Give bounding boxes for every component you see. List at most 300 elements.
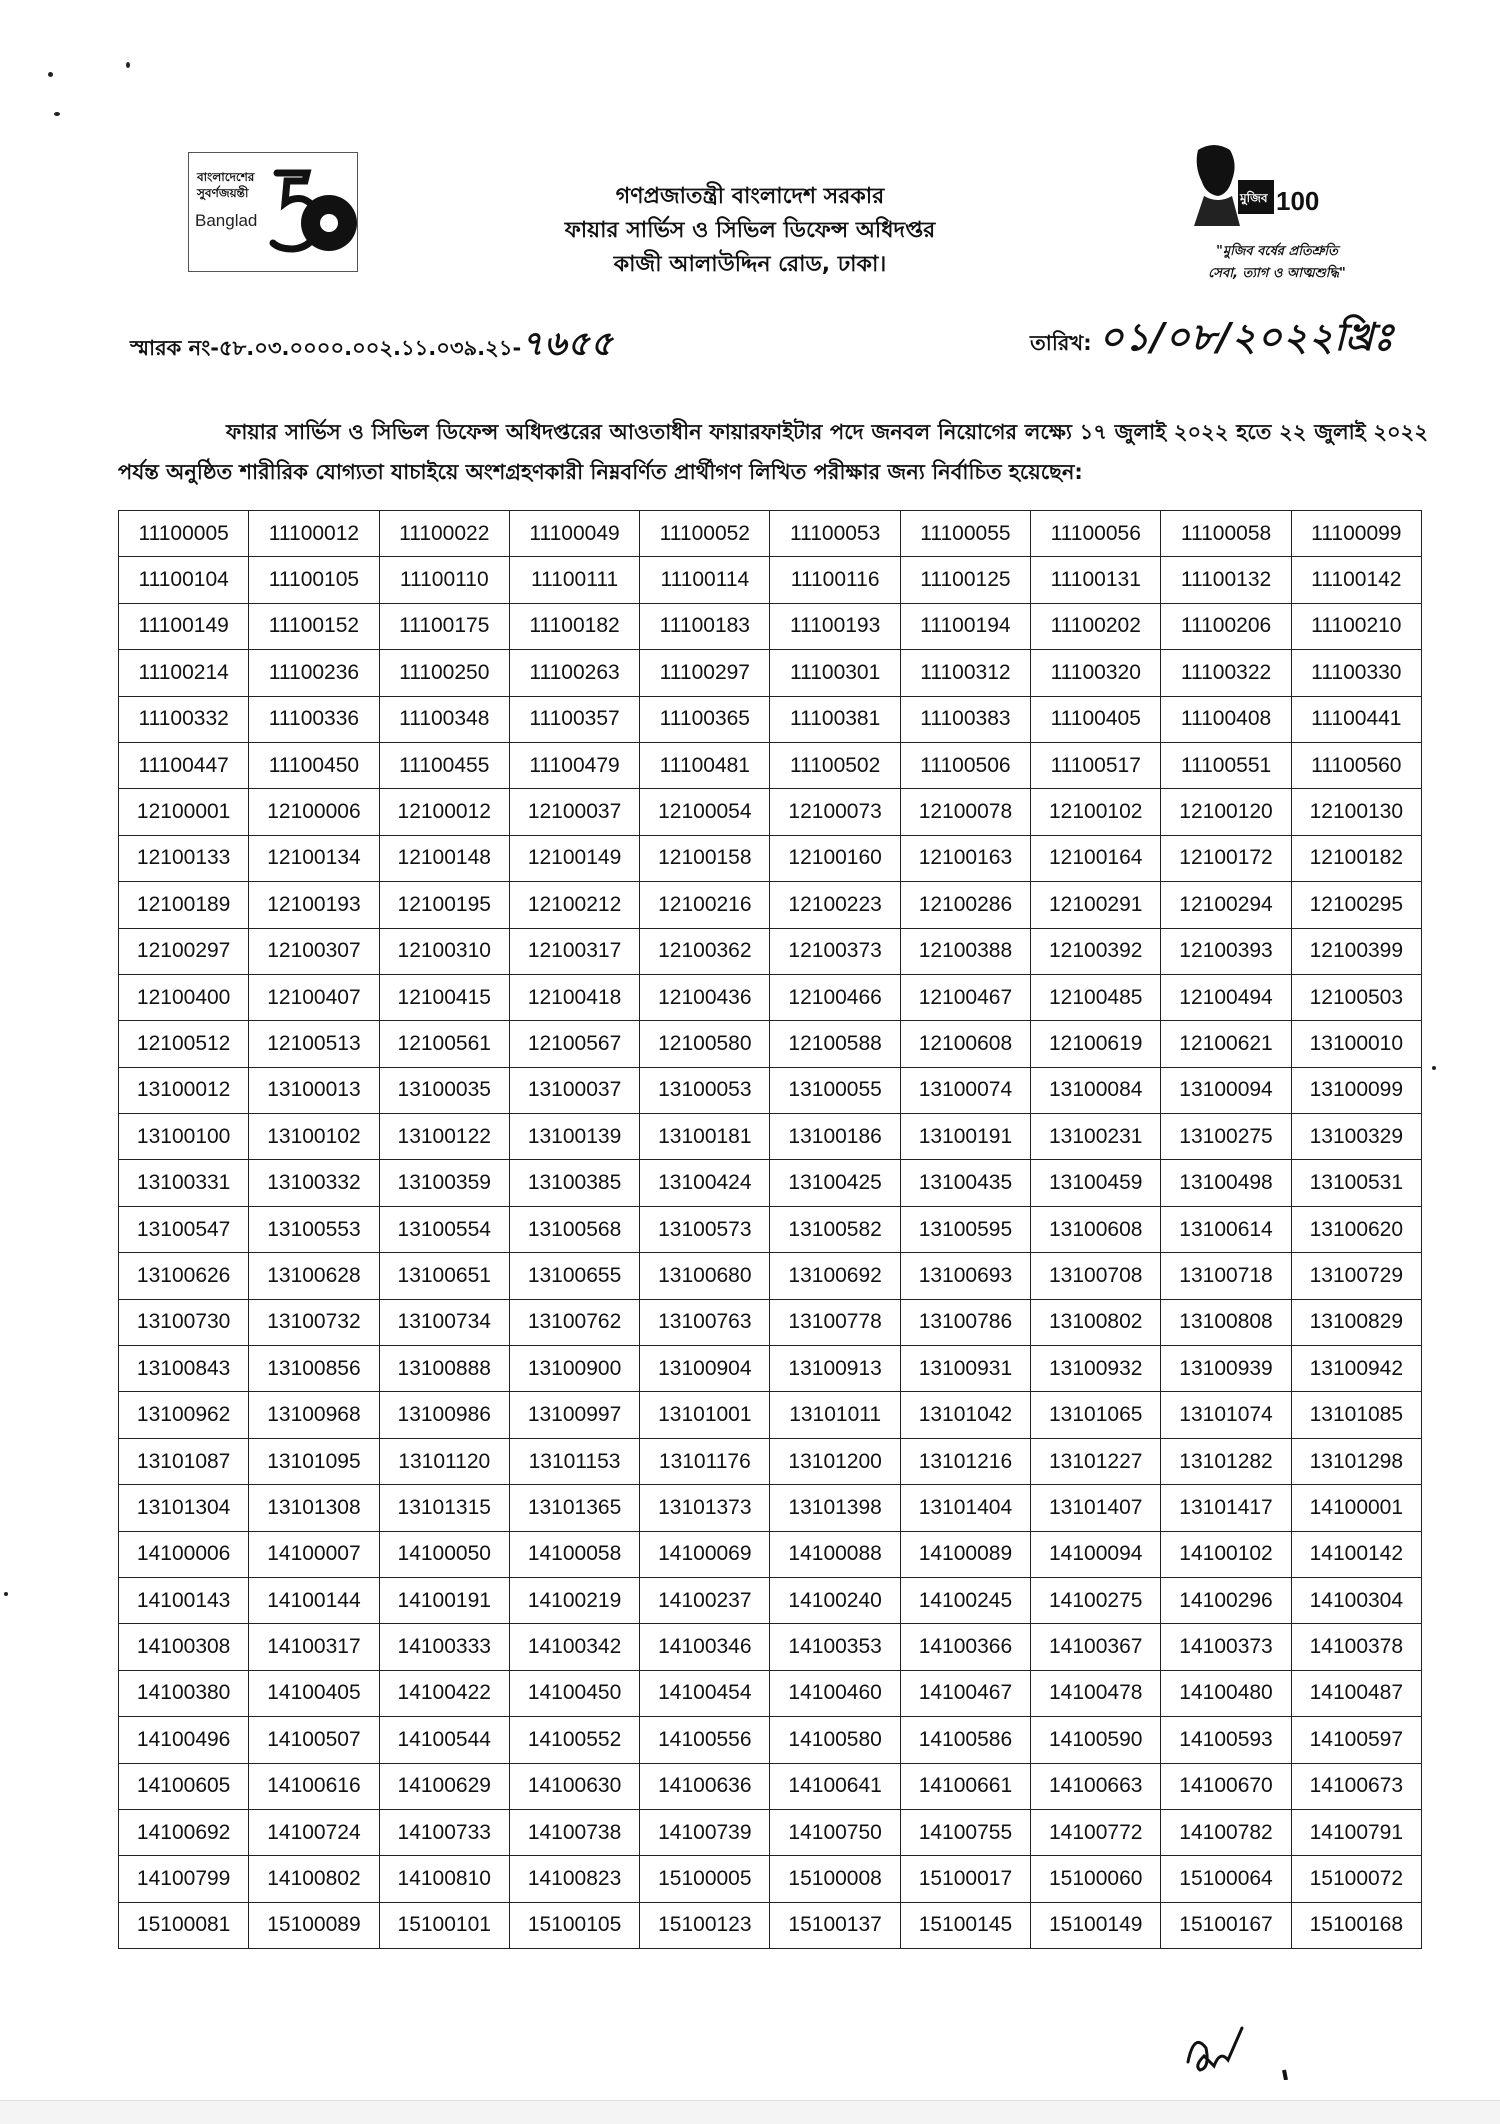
table-row xyxy=(119,742,1422,788)
roll-number-cell: 12100182 xyxy=(1291,835,1421,881)
roll-number-cell: 11100194 xyxy=(900,603,1030,649)
roll-number-cell: 14100366 xyxy=(900,1624,1030,1670)
table-row xyxy=(119,557,1422,603)
roll-number-cell: 13100094 xyxy=(1161,1067,1291,1113)
table-row xyxy=(119,603,1422,649)
roll-number-cell: 12100436 xyxy=(640,974,770,1020)
roll-number-cell: 12100164 xyxy=(1031,835,1161,881)
table-row xyxy=(119,1253,1422,1299)
roll-number-cell: 11100312 xyxy=(900,650,1030,696)
office-header xyxy=(500,180,1000,282)
roll-number-cell: 12100418 xyxy=(509,974,639,1020)
roll-number-cell: 15100145 xyxy=(900,1902,1030,1948)
roll-number-cell: 13100275 xyxy=(1161,1114,1291,1160)
table-row xyxy=(119,1763,1422,1809)
roll-number-cell: 14100593 xyxy=(1161,1717,1291,1763)
roll-number-cell: 13100628 xyxy=(249,1253,379,1299)
roll-number-cell: 11100183 xyxy=(640,603,770,649)
roll-number-cell: 12100223 xyxy=(770,882,900,928)
roll-number-cell: 15100008 xyxy=(770,1856,900,1902)
roll-number-cell: 15100060 xyxy=(1031,1856,1161,1902)
mujib-borsho-logo xyxy=(1180,140,1360,290)
roll-number-cell: 13100730 xyxy=(119,1299,249,1345)
roll-number-cell: 14100219 xyxy=(509,1577,639,1623)
roll-number-cell: 12100212 xyxy=(509,882,639,928)
fifty-emblem-icon xyxy=(267,159,357,267)
roll-number-cell: 12100400 xyxy=(119,974,249,1020)
roll-number-cell: 12100148 xyxy=(379,835,509,881)
table-row xyxy=(119,1809,1422,1855)
roll-number-cell: 13100888 xyxy=(379,1346,509,1392)
roll-number-cell: 14100670 xyxy=(1161,1763,1291,1809)
slogan-line1: "মুজিব বর্ষের প্রতিশ্রুতি xyxy=(1216,244,1338,259)
roll-number-cell: 13101216 xyxy=(900,1438,1030,1484)
roll-number-cell: 11100022 xyxy=(379,511,509,557)
roll-number-cell: 13100122 xyxy=(379,1114,509,1160)
date-label: তারিখ: xyxy=(1030,331,1092,355)
roll-number-cell: 11100551 xyxy=(1161,742,1291,788)
roll-number-cell: 12100580 xyxy=(640,1021,770,1067)
roll-number-cell: 11100131 xyxy=(1031,557,1161,603)
roll-number-cell: 14100580 xyxy=(770,1717,900,1763)
roll-number-cell: 11100214 xyxy=(119,650,249,696)
roll-number-cell: 14100755 xyxy=(900,1809,1030,1855)
roll-number-cell: 13100013 xyxy=(249,1067,379,1113)
roll-number-cell: 13100424 xyxy=(640,1160,770,1206)
table-row xyxy=(119,1067,1422,1113)
table-row xyxy=(119,1485,1422,1531)
roll-number-cell: 12100001 xyxy=(119,789,249,835)
roll-number-cell: 13100680 xyxy=(640,1253,770,1299)
roll-number-cell: 14100496 xyxy=(119,1717,249,1763)
roll-number-cell: 14100296 xyxy=(1161,1577,1291,1623)
roll-number-cell: 13101087 xyxy=(119,1438,249,1484)
roll-number-cell: 12100102 xyxy=(1031,789,1161,835)
roll-number-cell: 14100597 xyxy=(1291,1717,1421,1763)
roll-number-cell: 13100829 xyxy=(1291,1299,1421,1345)
roll-number-cell: 13100191 xyxy=(900,1114,1030,1160)
roll-number-cell: 14100094 xyxy=(1031,1531,1161,1577)
header-department: ফায়ার সার্ভিস ও সিভিল ডিফেন্স অধিদপ্তর xyxy=(564,218,936,243)
roll-number-cell: 15100081 xyxy=(119,1902,249,1948)
mujib-portrait-icon xyxy=(1180,140,1360,240)
roll-number-cell: 12100130 xyxy=(1291,789,1421,835)
roll-number-cell: 12100513 xyxy=(249,1021,379,1067)
roll-number-cell: 14100590 xyxy=(1031,1717,1161,1763)
roll-number-cell: 13100856 xyxy=(249,1346,379,1392)
roll-number-cell: 11100506 xyxy=(900,742,1030,788)
roll-number-cell: 12100466 xyxy=(770,974,900,1020)
roll-number-cell: 14100089 xyxy=(900,1531,1030,1577)
roll-number-cell: 15100105 xyxy=(509,1902,639,1948)
roll-number-cell: 14100001 xyxy=(1291,1485,1421,1531)
roll-number-cell: 11100348 xyxy=(379,696,509,742)
roll-number-cell: 13101095 xyxy=(249,1438,379,1484)
page-bottom-edge xyxy=(0,2100,1500,2124)
roll-number-cell: 11100182 xyxy=(509,603,639,649)
roll-number-cell: 11100012 xyxy=(249,511,379,557)
roll-number-cell: 13101227 xyxy=(1031,1438,1161,1484)
table-row xyxy=(119,1021,1422,1067)
roll-number-cell: 11100049 xyxy=(509,511,639,557)
roll-number-cell: 14100636 xyxy=(640,1763,770,1809)
roll-number-cell: 14100275 xyxy=(1031,1577,1161,1623)
roll-number-cell: 13100359 xyxy=(379,1160,509,1206)
roll-number-cell: 13101404 xyxy=(900,1485,1030,1531)
roll-number-cell: 14100810 xyxy=(379,1856,509,1902)
roll-number-cell: 13101011 xyxy=(770,1392,900,1438)
roll-number-cell: 11100099 xyxy=(1291,511,1421,557)
roll-number-cell: 12100163 xyxy=(900,835,1030,881)
roll-number-cell: 12100189 xyxy=(119,882,249,928)
roll-number-cell: 13100553 xyxy=(249,1206,379,1252)
roll-number-cell: 12100054 xyxy=(640,789,770,835)
roll-number-cell: 11100517 xyxy=(1031,742,1161,788)
roll-number-cell: 12100567 xyxy=(509,1021,639,1067)
roll-number-cell: 11100560 xyxy=(1291,742,1421,788)
roll-number-cell: 14100450 xyxy=(509,1670,639,1716)
roll-number-cell: 13101417 xyxy=(1161,1485,1291,1531)
roll-number-cell: 12100120 xyxy=(1161,789,1291,835)
table-row xyxy=(119,1299,1422,1345)
roll-number-cell: 11100479 xyxy=(509,742,639,788)
roll-number-cell: 14100641 xyxy=(770,1763,900,1809)
roll-number-cell: 13101153 xyxy=(509,1438,639,1484)
golden-jubilee-logo xyxy=(188,152,358,272)
table-row xyxy=(119,789,1422,835)
roll-number-cell: 11100005 xyxy=(119,511,249,557)
roll-number-cell: 14100629 xyxy=(379,1763,509,1809)
roll-number-cell: 11100365 xyxy=(640,696,770,742)
roll-number-cell: 11100330 xyxy=(1291,650,1421,696)
roll-number-cell: 12100291 xyxy=(1031,882,1161,928)
roll-number-cell: 11100301 xyxy=(770,650,900,696)
roll-number-cell: 14100069 xyxy=(640,1531,770,1577)
roll-number-cell: 14100346 xyxy=(640,1624,770,1670)
roll-number-cell: 11100175 xyxy=(379,603,509,649)
roll-number-cell: 13101373 xyxy=(640,1485,770,1531)
roll-number-cell: 11100322 xyxy=(1161,650,1291,696)
table-row xyxy=(119,1531,1422,1577)
roll-number-cell: 13101065 xyxy=(1031,1392,1161,1438)
roll-number-cell: 14100245 xyxy=(900,1577,1030,1623)
roll-number-cell: 14100304 xyxy=(1291,1577,1421,1623)
roll-number-cell: 12100588 xyxy=(770,1021,900,1067)
roll-number-cell: 14100088 xyxy=(770,1531,900,1577)
roll-number-cell: 14100353 xyxy=(770,1624,900,1670)
roll-number-cell: 12100362 xyxy=(640,928,770,974)
roll-number-cell: 13100808 xyxy=(1161,1299,1291,1345)
roll-number-cell: 14100480 xyxy=(1161,1670,1291,1716)
roll-number-cell: 13100655 xyxy=(509,1253,639,1299)
roll-number-cell: 12100195 xyxy=(379,882,509,928)
roll-number-cell: 13101398 xyxy=(770,1485,900,1531)
roll-number-cell: 13100186 xyxy=(770,1114,900,1160)
roll-number-cell: 11100263 xyxy=(509,650,639,696)
roll-number-cell: 15100123 xyxy=(640,1902,770,1948)
roll-number-cell: 14100467 xyxy=(900,1670,1030,1716)
roll-number-cell: 13100547 xyxy=(119,1206,249,1252)
logo-right-number: 100 xyxy=(1276,186,1320,216)
roll-number-cell: 13100762 xyxy=(509,1299,639,1345)
roll-number-cell: 11100481 xyxy=(640,742,770,788)
roll-number-cell: 11100320 xyxy=(1031,650,1161,696)
table-row xyxy=(119,696,1422,742)
roll-number-cell: 14100791 xyxy=(1291,1809,1421,1855)
roll-number-cell: 14100556 xyxy=(640,1717,770,1763)
roll-number-cell: 13100997 xyxy=(509,1392,639,1438)
roll-number-cell: 12100307 xyxy=(249,928,379,974)
logo-left-word: Banglad xyxy=(195,211,258,230)
table-row xyxy=(119,1670,1422,1716)
roll-number-cell: 14100378 xyxy=(1291,1624,1421,1670)
roll-number-cell: 14100317 xyxy=(249,1624,379,1670)
roll-number-cell: 11100210 xyxy=(1291,603,1421,649)
roll-number-cell: 14100333 xyxy=(379,1624,509,1670)
roll-number-cell: 13100986 xyxy=(379,1392,509,1438)
roll-number-cell: 14100772 xyxy=(1031,1809,1161,1855)
roll-number-cell: 11100142 xyxy=(1291,557,1421,603)
table-row xyxy=(119,1392,1422,1438)
table-row xyxy=(119,650,1422,696)
roll-number-cell: 13100620 xyxy=(1291,1206,1421,1252)
roll-number-cell: 12100399 xyxy=(1291,928,1421,974)
roll-number-cell: 13100100 xyxy=(119,1114,249,1160)
roll-number-cell: 14100422 xyxy=(379,1670,509,1716)
roll-number-cell: 12100373 xyxy=(770,928,900,974)
roll-number-cell: 11100206 xyxy=(1161,603,1291,649)
roll-number-cell: 12100608 xyxy=(900,1021,1030,1067)
roll-number-cell: 13100498 xyxy=(1161,1160,1291,1206)
roll-number-cell: 12100485 xyxy=(1031,974,1161,1020)
roll-number-cell: 13100053 xyxy=(640,1067,770,1113)
roll-number-cell: 11100149 xyxy=(119,603,249,649)
roll-number-cell: 12100494 xyxy=(1161,974,1291,1020)
roll-number-cell: 13100332 xyxy=(249,1160,379,1206)
roll-number-cell: 13101308 xyxy=(249,1485,379,1531)
roll-number-cell: 13100573 xyxy=(640,1206,770,1252)
slogan-line2: সেবা, ত্যাগ ও আত্মশুদ্ধি" xyxy=(1208,266,1346,281)
roll-number-cell: 11100405 xyxy=(1031,696,1161,742)
roll-number-cell: 12100160 xyxy=(770,835,900,881)
roll-number-cell: 12100297 xyxy=(119,928,249,974)
roll-number-cell: 14100605 xyxy=(119,1763,249,1809)
roll-number-cell: 14100380 xyxy=(119,1670,249,1716)
table-row xyxy=(119,835,1422,881)
roll-number-cell: 11100202 xyxy=(1031,603,1161,649)
date-handwritten-value: ০১/০৮/২০২২খ্রিঃ xyxy=(1098,314,1395,359)
roll-number-cell: 11100105 xyxy=(249,557,379,603)
table-row xyxy=(119,1717,1422,1763)
roll-number-cell: 14100507 xyxy=(249,1717,379,1763)
roll-number-cell: 14100006 xyxy=(119,1531,249,1577)
roll-number-cell: 12100078 xyxy=(900,789,1030,835)
roll-number-cell: 14100673 xyxy=(1291,1763,1421,1809)
roll-number-cell: 11100114 xyxy=(640,557,770,603)
roll-number-cell: 13100942 xyxy=(1291,1346,1421,1392)
roll-number-cell: 13101407 xyxy=(1031,1485,1161,1531)
roll-number-cell: 14100460 xyxy=(770,1670,900,1716)
scan-speck xyxy=(4,1592,8,1596)
roll-number-cell: 13100931 xyxy=(900,1346,1030,1392)
roll-number-cell: 12100467 xyxy=(900,974,1030,1020)
roll-number-cell: 13100843 xyxy=(119,1346,249,1392)
roll-number-cell: 13100692 xyxy=(770,1253,900,1299)
roll-number-cell: 13101298 xyxy=(1291,1438,1421,1484)
roll-number-cell: 13100734 xyxy=(379,1299,509,1345)
table-row xyxy=(119,1902,1422,1948)
roll-number-cell: 11100058 xyxy=(1161,511,1291,557)
roll-number-cell: 13100035 xyxy=(379,1067,509,1113)
roll-number-cell: 15100089 xyxy=(249,1902,379,1948)
roll-number-cell: 12100012 xyxy=(379,789,509,835)
roll-number-cell: 11100125 xyxy=(900,557,1030,603)
roll-number-cell: 13101042 xyxy=(900,1392,1030,1438)
roll-number-cell: 14100237 xyxy=(640,1577,770,1623)
roll-number-cell: 12100392 xyxy=(1031,928,1161,974)
roll-number-cell: 14100750 xyxy=(770,1809,900,1855)
roll-number-cell: 11100450 xyxy=(249,742,379,788)
roll-number-cell: 13101001 xyxy=(640,1392,770,1438)
logo-left-text-line2: সুবর্ণজয়ন্তী xyxy=(197,186,249,200)
header-government: গণপ্রজাতন্ত্রী বাংলাদেশ সরকার xyxy=(615,184,885,209)
roll-number-table xyxy=(118,510,1422,1949)
roll-number-cell: 13100425 xyxy=(770,1160,900,1206)
roll-number-cell: 12100561 xyxy=(379,1021,509,1067)
roll-number-cell: 11100357 xyxy=(509,696,639,742)
roll-number-cell: 13100732 xyxy=(249,1299,379,1345)
roll-number-cell: 13101074 xyxy=(1161,1392,1291,1438)
logo-left-text-line1: বাংলাদেশের xyxy=(197,170,255,184)
roll-number-cell: 13100329 xyxy=(1291,1114,1421,1160)
roll-number-cell: 14100733 xyxy=(379,1809,509,1855)
roll-number-cell: 12100393 xyxy=(1161,928,1291,974)
roll-number-cell: 14100782 xyxy=(1161,1809,1291,1855)
roll-number-cell: 13100139 xyxy=(509,1114,639,1160)
roll-number-cell: 11100132 xyxy=(1161,557,1291,603)
table-row xyxy=(119,1206,1422,1252)
roll-number-cell: 14100058 xyxy=(509,1531,639,1577)
roll-number-cell: 11100116 xyxy=(770,557,900,603)
roll-number-cell: 13100651 xyxy=(379,1253,509,1299)
roll-number-cell: 13101085 xyxy=(1291,1392,1421,1438)
roll-number-cell: 13100778 xyxy=(770,1299,900,1345)
roll-number-cell: 13100055 xyxy=(770,1067,900,1113)
roll-number-cell: 14100454 xyxy=(640,1670,770,1716)
roll-number-cell: 13100568 xyxy=(509,1206,639,1252)
table-row xyxy=(119,1438,1422,1484)
roll-number-cell: 12100286 xyxy=(900,882,1030,928)
roll-number-cell: 12100415 xyxy=(379,974,509,1020)
roll-number-cell: 12100503 xyxy=(1291,974,1421,1020)
table-row xyxy=(119,928,1422,974)
roll-number-cell: 14100663 xyxy=(1031,1763,1161,1809)
roll-number-cell: 14100799 xyxy=(119,1856,249,1902)
roll-number-cell: 15100101 xyxy=(379,1902,509,1948)
memo-date xyxy=(1030,308,1395,372)
roll-number-cell: 13100102 xyxy=(249,1114,379,1160)
roll-number-cell: 13101315 xyxy=(379,1485,509,1531)
roll-number-cell: 14100630 xyxy=(509,1763,639,1809)
header-address: কাজী আলাউদ্দিন রোড, ঢাকা। xyxy=(613,252,887,277)
roll-number-cell: 12100133 xyxy=(119,835,249,881)
roll-number-cell: 11100193 xyxy=(770,603,900,649)
handwritten-signature-icon xyxy=(1180,2010,1300,2080)
roll-number-cell: 12100216 xyxy=(640,882,770,928)
roll-number-cell: 14100552 xyxy=(509,1717,639,1763)
roll-number-cell: 11100052 xyxy=(640,511,770,557)
roll-number-cell: 13100962 xyxy=(119,1392,249,1438)
roll-number-cell: 14100050 xyxy=(379,1531,509,1577)
roll-number-cell: 13101304 xyxy=(119,1485,249,1531)
table-row xyxy=(119,1114,1422,1160)
roll-number-cell: 13100614 xyxy=(1161,1206,1291,1252)
roll-number-cell: 13100968 xyxy=(249,1392,379,1438)
roll-number-cell: 14100373 xyxy=(1161,1624,1291,1670)
roll-number-cell: 13100231 xyxy=(1031,1114,1161,1160)
table-row xyxy=(119,511,1422,557)
roll-number-cell: 14100738 xyxy=(509,1809,639,1855)
table-row xyxy=(119,882,1422,928)
scan-speck xyxy=(1432,1066,1436,1070)
roll-number-cell: 12100621 xyxy=(1161,1021,1291,1067)
roll-number-cell: 13100763 xyxy=(640,1299,770,1345)
roll-number-cell: 15100167 xyxy=(1161,1902,1291,1948)
roll-number-cell: 11100455 xyxy=(379,742,509,788)
roll-number-cell: 13100074 xyxy=(900,1067,1030,1113)
roll-number-cell: 11100152 xyxy=(249,603,379,649)
roll-number-cell: 14100143 xyxy=(119,1577,249,1623)
roll-number-cell: 12100407 xyxy=(249,974,379,1020)
table-row xyxy=(119,1346,1422,1392)
roll-number-cell: 13100010 xyxy=(1291,1021,1421,1067)
roll-number-cell: 12100037 xyxy=(509,789,639,835)
roll-number-cell: 14100586 xyxy=(900,1717,1030,1763)
roll-number-cell: 11100408 xyxy=(1161,696,1291,742)
roll-number-cell: 14100724 xyxy=(249,1809,379,1855)
roll-number-cell: 14100823 xyxy=(509,1856,639,1902)
roll-number-cell: 14100144 xyxy=(249,1577,379,1623)
roll-number-cell: 13100099 xyxy=(1291,1067,1421,1113)
roll-number-cell: 13101365 xyxy=(509,1485,639,1531)
table-row xyxy=(119,1856,1422,1902)
roll-number-cell: 14100367 xyxy=(1031,1624,1161,1670)
roll-number-cell: 14100544 xyxy=(379,1717,509,1763)
roll-number-cell: 13100802 xyxy=(1031,1299,1161,1345)
roll-number-cell: 11100381 xyxy=(770,696,900,742)
roll-number-cell: 12100073 xyxy=(770,789,900,835)
roll-number-cell: 11100104 xyxy=(119,557,249,603)
table-row xyxy=(119,1624,1422,1670)
roll-number-cell: 13101120 xyxy=(379,1438,509,1484)
roll-number-cell: 15100005 xyxy=(640,1856,770,1902)
roll-number-cell: 13100900 xyxy=(509,1346,639,1392)
roll-number-cell: 11100053 xyxy=(770,511,900,557)
roll-number-cell: 13100693 xyxy=(900,1253,1030,1299)
intro-paragraph: ফায়ার সার্ভিস ও সিভিল ডিফেন্স অধিদপ্তরের আওতাধীন ফায়ারফাইটার পদে জনবল নিয়োগের লক্ষ্যে ১৭ জুলাই ২০২২ হতে ২২ জুলাই ২০২২ পর্যন্ত অনুষ্ঠিত শারীরিক যোগ্যতা যাচাইয়ে অংশগ্রহণকারী নিম্নবর্ণিত প্রার্থীগণ লিখিত পরীক্ষার জন্য নির্বাচিত হয়েছেন: xyxy=(118,420,1428,484)
roll-number-cell: 12100619 xyxy=(1031,1021,1161,1067)
scan-speck xyxy=(48,72,53,77)
roll-number-cell: 14100102 xyxy=(1161,1531,1291,1577)
roll-number-cell: 13100786 xyxy=(900,1299,1030,1345)
roll-number-cell: 12100006 xyxy=(249,789,379,835)
roll-number-cell: 13100718 xyxy=(1161,1253,1291,1299)
roll-number-cell: 11100111 xyxy=(509,557,639,603)
roll-number-cell: 11100441 xyxy=(1291,696,1421,742)
roll-number-cell: 13100939 xyxy=(1161,1346,1291,1392)
table-row xyxy=(119,974,1422,1020)
roll-number-cell: 11100110 xyxy=(379,557,509,603)
